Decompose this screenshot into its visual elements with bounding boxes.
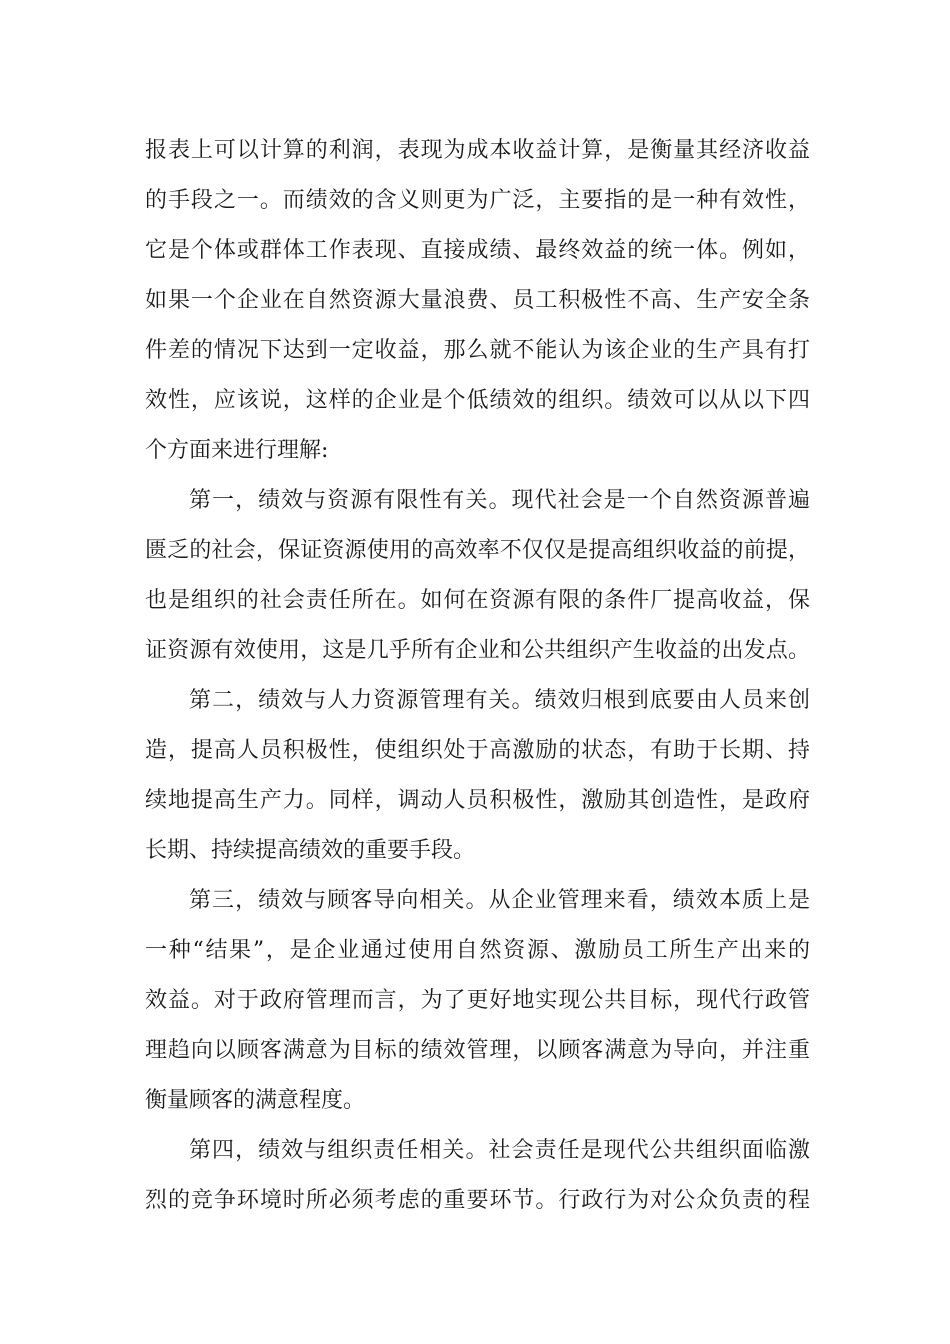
text-line: 长期、持续提高绩效的重要手段。 bbox=[145, 838, 476, 863]
paragraph-first-line: 第二，绩效与人力资源管理有关。绩效归根到底要由人员来创 bbox=[189, 688, 810, 713]
text-line: 个方面来进行理解: bbox=[145, 438, 329, 463]
text-line: 一种“结果”，是企业通过使用自然资源、激励员工所生产出来的 bbox=[145, 938, 810, 963]
text-line: 衡量顾客的满意程度。 bbox=[145, 1088, 366, 1113]
text-line: 烈的竞争环境时所必须考虑的重要环节。行政行为对公众负责的程 bbox=[145, 1188, 810, 1213]
body-text bbox=[145, 126, 810, 1226]
text-line: 造，提高人员积极性，使组织处于高激励的状态，有助于长期、持 bbox=[145, 738, 810, 763]
text-line: 也是组织的社会责任所在。如何在资源有限的条件厂提高收益，保 bbox=[145, 588, 810, 613]
text-line: 匮乏的社会，保证资源使用的高效率不仅仅是提高组织收益的前提， bbox=[145, 538, 810, 563]
text-line: 理趋向以顾客满意为目标的绩效管理，以顾客满意为导向，并注重 bbox=[145, 1038, 810, 1063]
text-line: 报表上可以计算的利润，表现为成本收益计算，是衡量其经济收益 bbox=[145, 138, 810, 163]
text-line: 的手段之一。而绩效的含义则更为广泛，主要指的是一种有效性， bbox=[145, 188, 810, 213]
text-line: 它是个体或群体工作表现、直接成绩、最终效益的统一体。例如， bbox=[145, 238, 810, 263]
text-line: 件差的情况下达到一定收益，那么就不能认为该企业的生产具有打 bbox=[145, 338, 810, 363]
paragraph-first-line: 第一，绩效与资源有限性有关。现代社会是一个自然资源普遍 bbox=[189, 488, 810, 513]
paragraph-first-line: 第三，绩效与顾客导向相关。从企业管理来看，绩效本质上是 bbox=[189, 888, 810, 913]
text-line: 证资源有效使用，这是几乎所有企业和公共组织产生收益的出发点。 bbox=[145, 638, 810, 663]
text-line: 如果一个企业在自然资源大量浪费、员工积极性不高、生产安全条 bbox=[145, 288, 810, 313]
text-line: 效益。对于政府管理而言，为了更好地实现公共目标，现代行政管 bbox=[145, 988, 810, 1013]
text-line: 续地提高生产力。同样，调动人员积极性，激励其创造性，是政府 bbox=[145, 788, 810, 813]
text-line: 效性，应该说，这样的企业是个低绩效的组织。绩效可以从以下四 bbox=[145, 388, 810, 413]
paragraph-first-line: 第四，绩效与组织责任相关。社会责任是现代公共组织面临激 bbox=[189, 1138, 810, 1163]
